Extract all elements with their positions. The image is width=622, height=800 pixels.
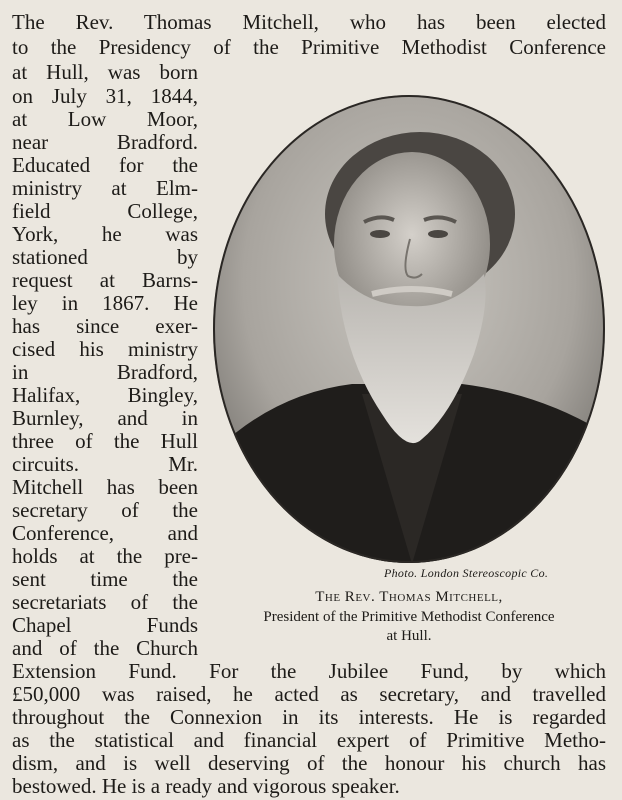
article-line: Halifax, Bingley, [12, 383, 198, 407]
article-line: field College, [12, 199, 198, 223]
caption-subtitle: President of the Primitive Methodist Conference [263, 609, 555, 625]
caption-location: at Hull. [386, 628, 432, 644]
article-line: secretariats of the [12, 590, 198, 614]
article-line: York, he was [12, 222, 198, 246]
article-line: sent time the [12, 567, 198, 591]
article-line: to the Presidency of the Primitive Methodist Conference [12, 35, 606, 59]
article-line: has since exer- [12, 314, 198, 338]
photo-credit: Photo. London Stereoscopic Co. [384, 566, 549, 580]
article-line: Burnley, and in [12, 406, 198, 430]
article-line: ley in 1867. He [12, 291, 198, 315]
article-line: The Rev. Thomas Mitchell, who has been elected [12, 10, 606, 34]
article-line: stationed by [12, 245, 198, 269]
caption-title: The Rev. Thomas Mitchell, [315, 589, 503, 605]
article-line: dism, and is well deserving of the honour his church has [12, 751, 606, 775]
article-line: Conference, and [12, 521, 198, 545]
article-line: on July 31, 1844, [12, 84, 198, 108]
article-line: Chapel Funds [12, 613, 198, 637]
article-line: near Bradford. [12, 130, 198, 154]
article-line: three of the Hull [12, 429, 198, 453]
article-line: throughout the Connexion in its interests. He is regarded [12, 705, 606, 729]
article-line: Extension Fund. For the Jubilee Fund, by which [12, 659, 606, 683]
portrait-photo [212, 94, 606, 564]
article-line: secretary of the [12, 498, 198, 522]
article-line: £50,000 was raised, he acted as secretary, and travelled [12, 682, 606, 706]
article-line: bestowed. He is a ready and vigorous speaker. [12, 774, 400, 798]
article-line: request at Barns- [12, 268, 198, 292]
article-line: circuits. Mr. [12, 452, 198, 476]
article-line: and of the Church [12, 636, 198, 660]
article-line: as the statistical and financial expert of Primitive Metho- [12, 728, 606, 752]
article-line: in Bradford, [12, 360, 198, 384]
article-line: holds at the pre- [12, 544, 198, 568]
article-line: at Hull, was born [12, 60, 198, 84]
article-line: Mitchell has been [12, 475, 198, 499]
article-line: cised his ministry [12, 337, 198, 361]
article-line: Educated for the [12, 153, 198, 177]
article-line: ministry at Elm- [12, 176, 198, 200]
article-line: at Low Moor, [12, 107, 198, 131]
